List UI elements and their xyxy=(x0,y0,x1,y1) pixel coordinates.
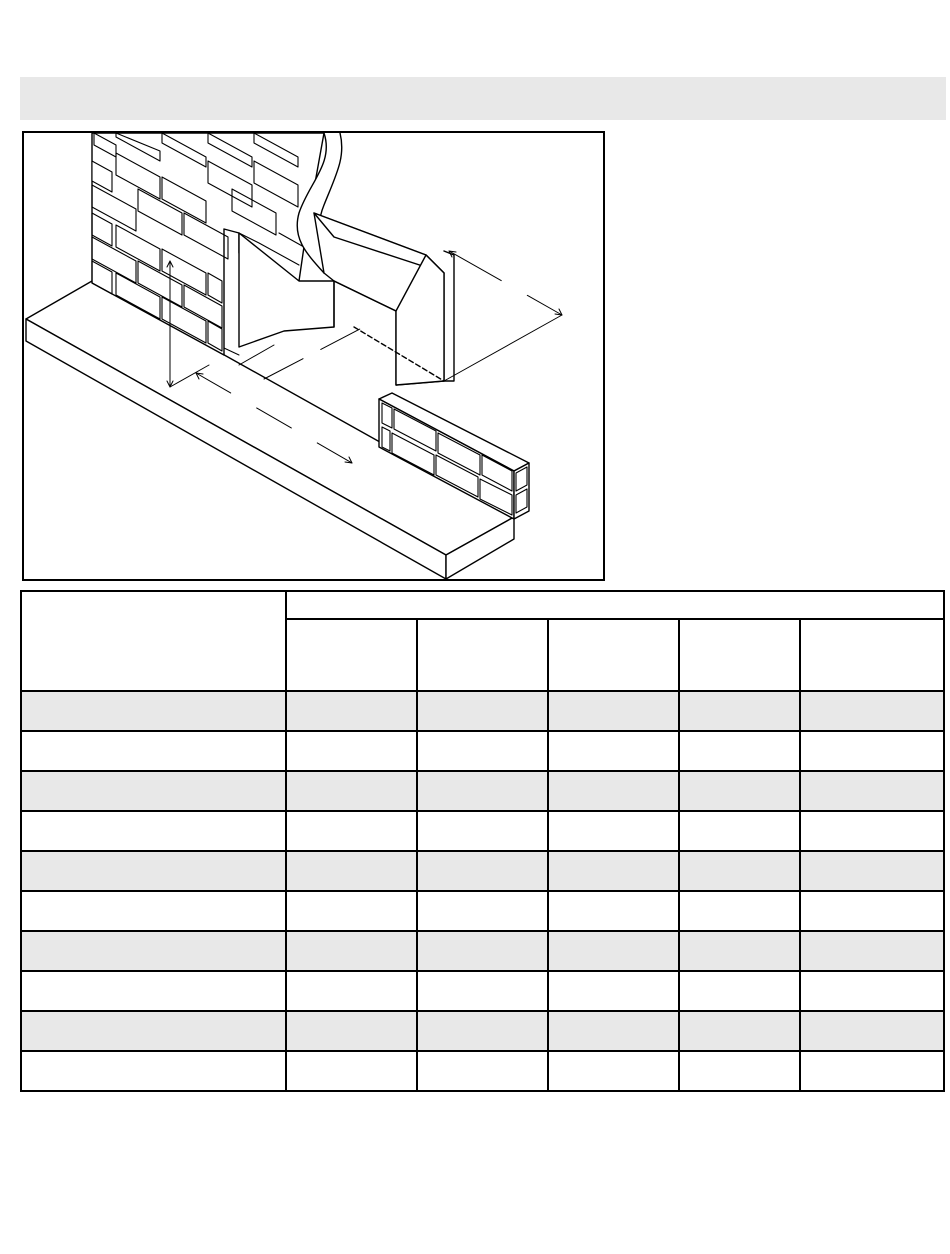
table-cell xyxy=(800,691,944,731)
spec-table xyxy=(20,590,945,1092)
table-column-header xyxy=(286,619,417,691)
table-cell xyxy=(548,971,679,1011)
table-cell xyxy=(679,771,800,811)
table-group-header xyxy=(286,591,944,619)
table-cell xyxy=(286,691,417,731)
table-cell xyxy=(679,851,800,891)
table-cell xyxy=(800,891,944,931)
table-cell xyxy=(800,731,944,771)
table-cell xyxy=(800,971,944,1011)
table-row xyxy=(21,931,944,971)
row-label xyxy=(21,851,286,891)
table-cell xyxy=(679,891,800,931)
table-cell xyxy=(286,1051,417,1091)
table-cell xyxy=(417,931,548,971)
table-cell xyxy=(417,691,548,731)
table-column-header xyxy=(800,619,944,691)
table-row xyxy=(21,851,944,891)
table-cell xyxy=(679,811,800,851)
table-cell xyxy=(800,771,944,811)
table-cell xyxy=(417,811,548,851)
table-cell xyxy=(286,731,417,771)
table-cell xyxy=(548,731,679,771)
table-cell xyxy=(417,731,548,771)
table-cell xyxy=(286,891,417,931)
table-row xyxy=(21,891,944,931)
table-cell xyxy=(679,731,800,771)
table-column-header xyxy=(679,619,800,691)
fireplace-framing-drawing xyxy=(24,133,605,581)
table-row xyxy=(21,1011,944,1051)
row-label xyxy=(21,811,286,851)
table-cell xyxy=(417,771,548,811)
table-row xyxy=(21,811,944,851)
table-cell xyxy=(679,1011,800,1051)
table-cell xyxy=(286,931,417,971)
table-cell xyxy=(286,771,417,811)
table-cell xyxy=(286,1011,417,1051)
table-row xyxy=(21,691,944,731)
table-cell xyxy=(417,971,548,1011)
table-cell xyxy=(417,1051,548,1091)
table-cell xyxy=(286,971,417,1011)
table-cell xyxy=(286,811,417,851)
row-label xyxy=(21,1051,286,1091)
table-cell xyxy=(548,891,679,931)
table-cell xyxy=(417,851,548,891)
row-label xyxy=(21,971,286,1011)
table-column-header xyxy=(548,619,679,691)
row-label xyxy=(21,1011,286,1051)
table-cell xyxy=(548,1011,679,1051)
row-label xyxy=(21,771,286,811)
table-cell xyxy=(800,1051,944,1091)
table-cell xyxy=(548,931,679,971)
header-band xyxy=(20,77,946,120)
table-cell xyxy=(679,1051,800,1091)
table-cell xyxy=(548,691,679,731)
table-column-header xyxy=(417,619,548,691)
fireplace-framing-figure xyxy=(22,131,605,581)
row-label xyxy=(21,691,286,731)
table-cell xyxy=(417,1011,548,1051)
table-cell xyxy=(679,691,800,731)
table-cell xyxy=(548,851,679,891)
table-cell xyxy=(286,851,417,891)
table-cell xyxy=(800,1011,944,1051)
table-cell xyxy=(417,891,548,931)
table-cell xyxy=(548,771,679,811)
table-row xyxy=(21,971,944,1011)
table-cell xyxy=(800,931,944,971)
table-row xyxy=(21,731,944,771)
row-label xyxy=(21,931,286,971)
table-stub-header xyxy=(21,591,286,691)
table-cell xyxy=(800,811,944,851)
table-cell xyxy=(800,851,944,891)
row-label xyxy=(21,731,286,771)
table-row xyxy=(21,771,944,811)
table-cell xyxy=(548,1051,679,1091)
table-cell xyxy=(548,811,679,851)
table-cell xyxy=(679,971,800,1011)
row-label xyxy=(21,891,286,931)
table-cell xyxy=(679,931,800,971)
table-row xyxy=(21,1051,944,1091)
